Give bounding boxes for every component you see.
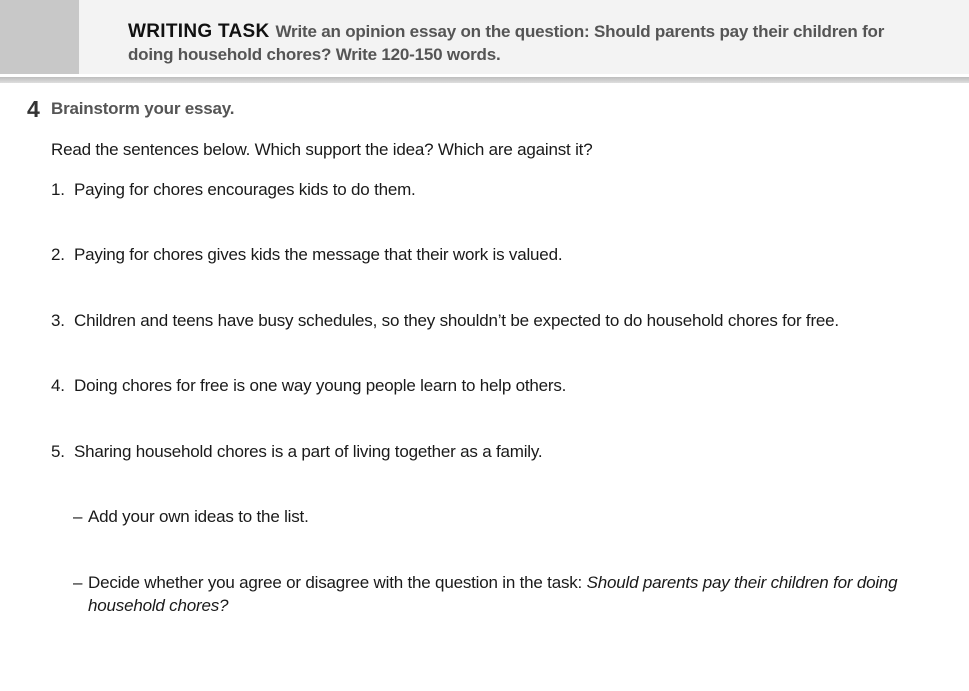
list-item-text: Paying for chores encourages kids to do them. <box>74 180 416 199</box>
list-item-number: 5. <box>51 442 65 461</box>
step-question-continued: household chores? <box>88 596 229 615</box>
list-item <box>51 442 542 462</box>
list-item <box>51 245 562 265</box>
step-text: Add your own ideas to the list. <box>88 507 309 526</box>
step-dash: – <box>73 507 83 526</box>
step-item <box>73 507 309 527</box>
list-item-text: Children and teens have busy schedules, so they shouldn’t be expected to do household chores for free. <box>74 311 839 330</box>
header-corner-block <box>0 0 79 74</box>
list-item-number: 3. <box>51 311 65 330</box>
list-item-text: Doing chores for free is one way young people learn to help others. <box>74 376 567 395</box>
step-text: Decide whether you agree or disagree with the question in the task: <box>88 573 583 592</box>
list-item-text: Sharing household chores is a part of living together as a family. <box>74 442 543 461</box>
list-item <box>51 311 839 331</box>
list-item <box>51 180 416 200</box>
step-item <box>73 573 897 593</box>
writing-task-text: Write an opinion essay on the question: Should parents pay their children for doing household chores? Write 120-150 words. <box>128 22 885 64</box>
header-divider <box>0 77 969 83</box>
exercise-instruction: Read the sentences below. Which support the idea? Which are against it? <box>51 140 593 159</box>
list-item <box>51 376 566 396</box>
list-item-number: 4. <box>51 376 65 395</box>
exercise-title: Brainstorm your essay. <box>51 99 235 118</box>
step-question: Should parents pay their children for doing <box>586 573 898 592</box>
list-item-text: Paying for chores gives kids the message that their work is valued. <box>74 245 563 264</box>
step-dash: – <box>73 573 83 592</box>
list-item-number: 2. <box>51 245 65 264</box>
writing-task <box>128 20 928 66</box>
exercise-number: 4 <box>27 96 40 122</box>
list-item-number: 1. <box>51 180 65 199</box>
writing-task-label: WRITING TASK <box>128 21 270 42</box>
